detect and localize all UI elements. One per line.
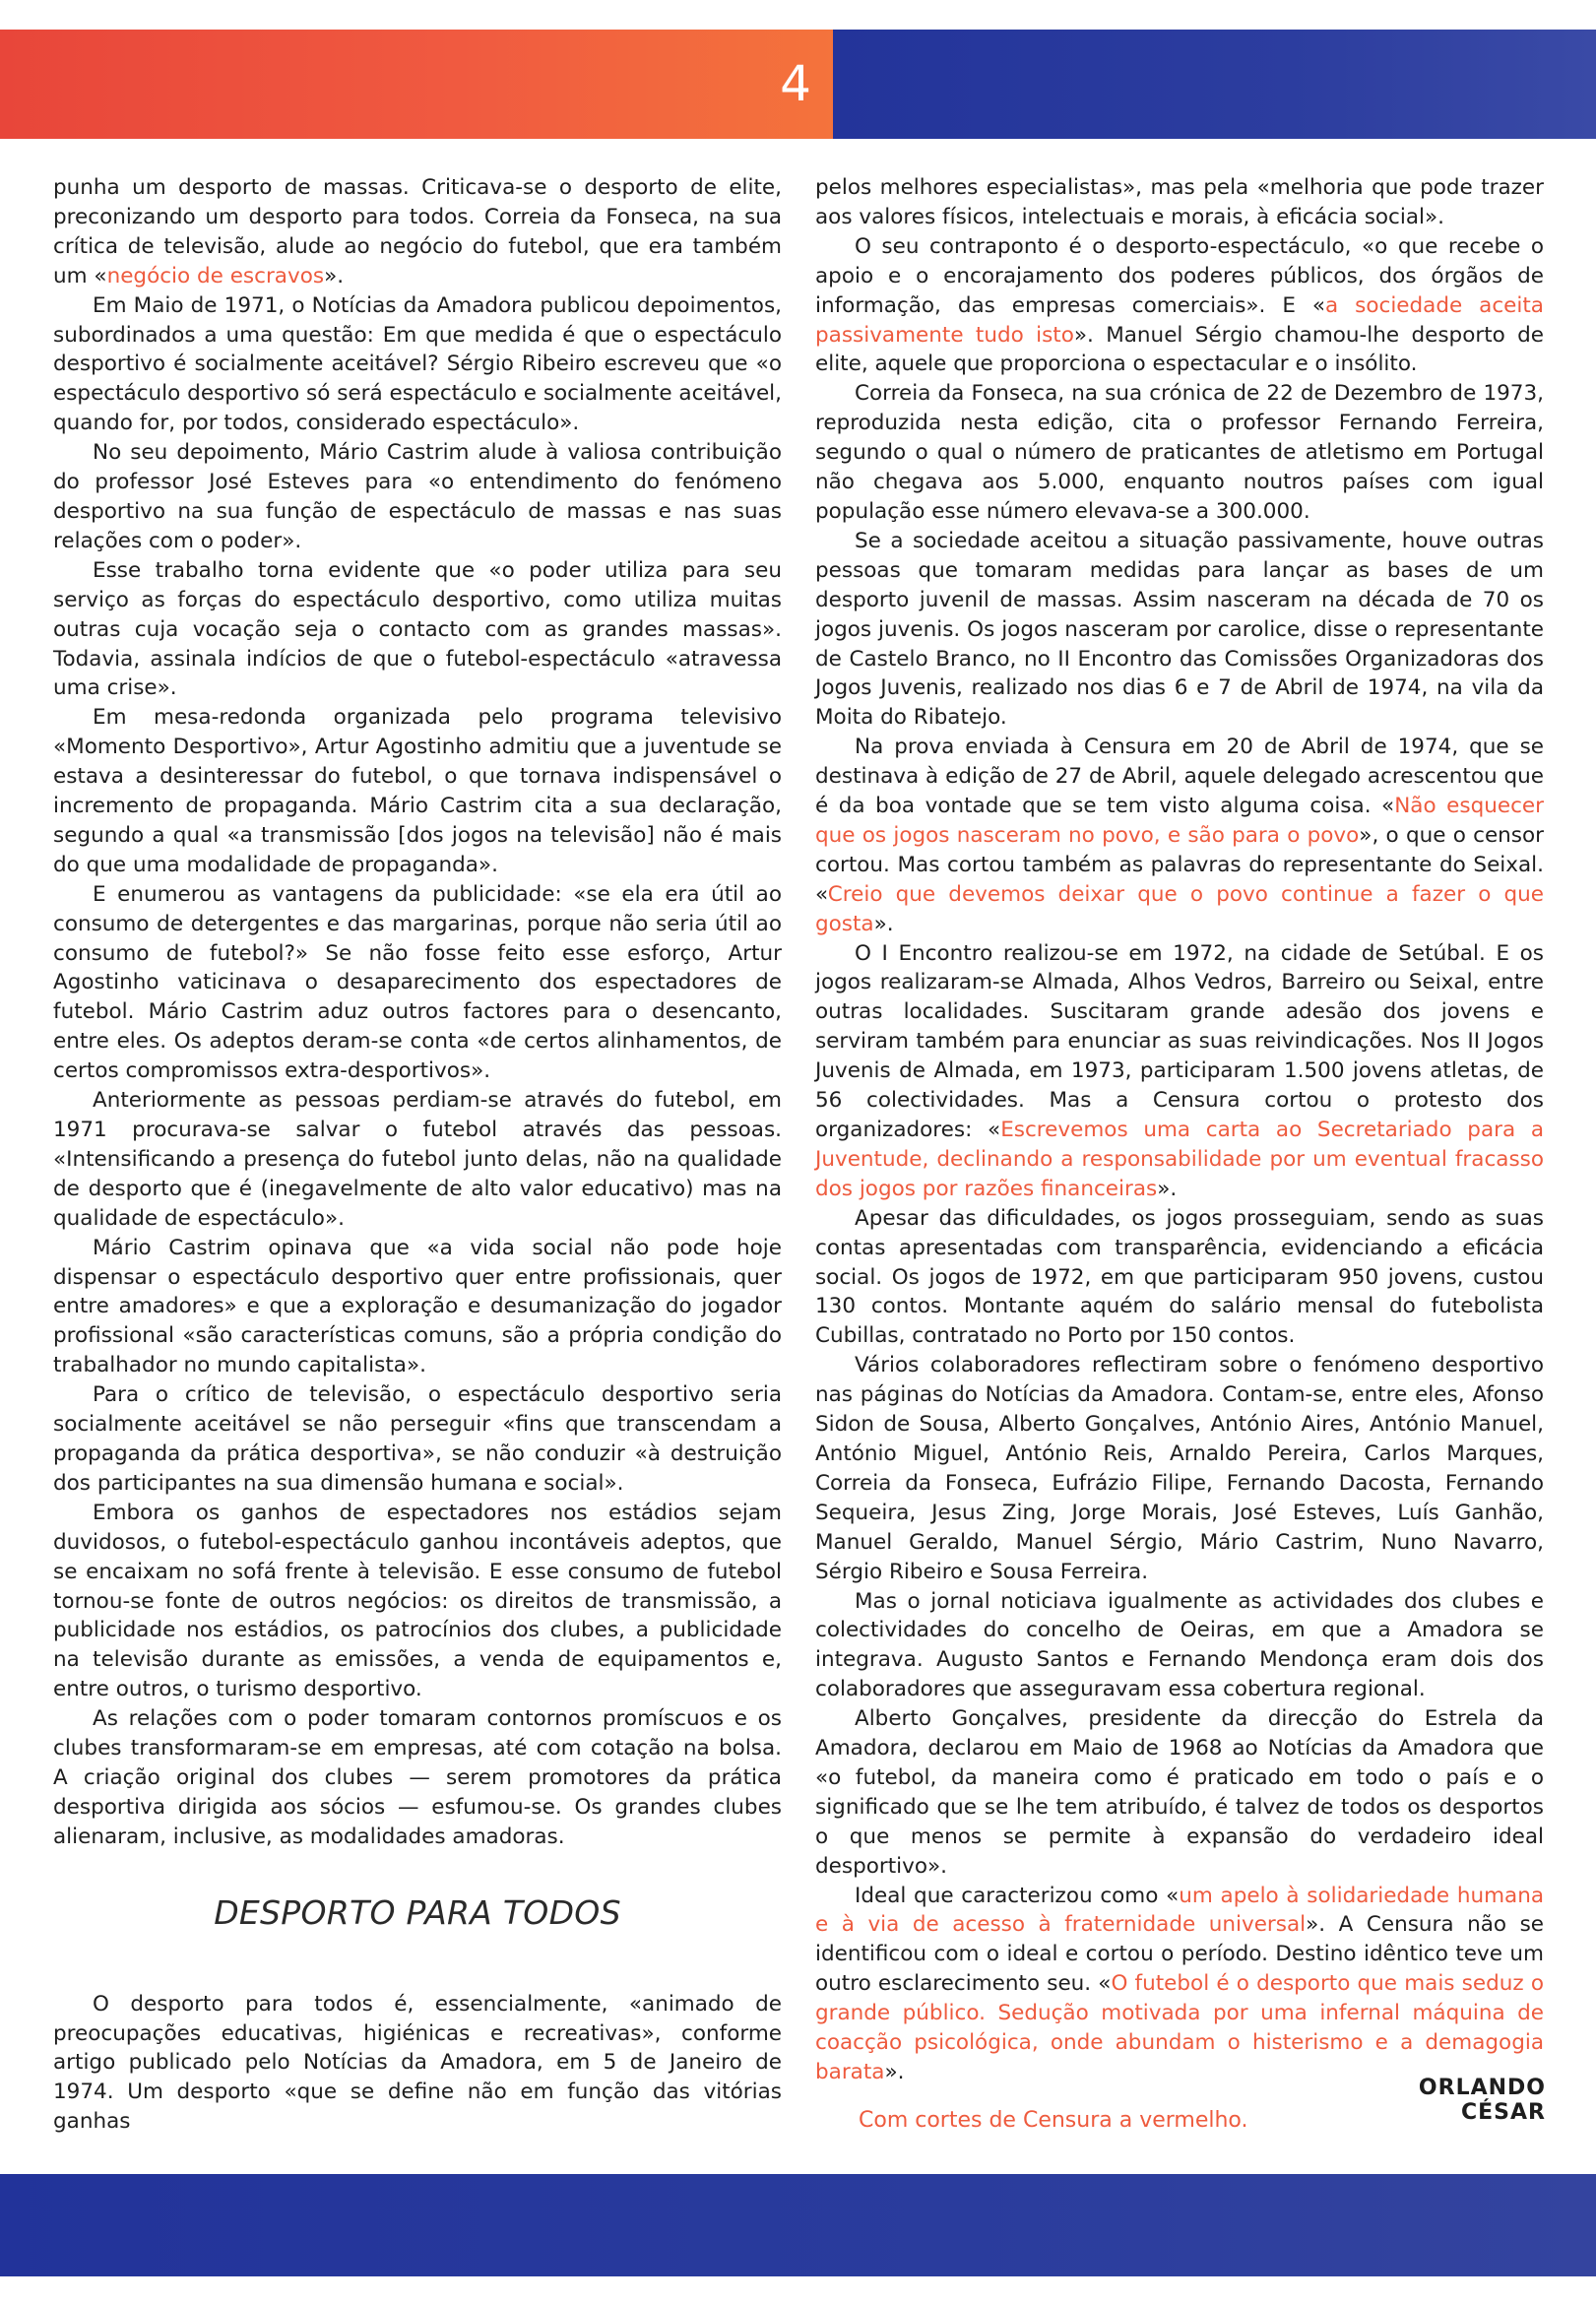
paragraph-text: Na prova enviada à Censura em 20 de Abril de 1974, que se destinava à edição de 27 de Abril, aquele delegado acrescentou que é da boa vontade que se tem visto alguma coisa. « [815, 735, 1544, 819]
paragraph [815, 733, 1544, 938]
paragraph [53, 1234, 782, 1381]
paragraph-text: Esse trabalho torna evidente que «o poder utiliza para seu serviço as forças do espectáculo desportivo, como utiliza muitas outras cuja vocação seja o contacto com as grandes massas». Todavia, assinala indícios de que o futebol-espectáculo «atravessa uma crise». [53, 557, 782, 701]
paragraph [53, 1380, 782, 1499]
paragraph-text: ». [873, 911, 894, 936]
censored-text: negócio de escravos [106, 263, 325, 288]
paragraph [815, 939, 1544, 1204]
paragraph [53, 703, 782, 879]
paragraph-text: Alberto Gonçalves, presidente da direcção do Estrela da Amadora, declarou em Maio de 1968 ao Notícias da Amadora que «o futebol, da maneira como é praticado em todo o país e o significado que se lhe tem atribuído, é talvez de todos os desportos o que menos se permite à expansão do verdadeiro ideal desportivo». [815, 1706, 1544, 1879]
paragraph-text: ». [1157, 1176, 1178, 1201]
censored-text: um apelo à solidariedade humana e à via de acesso à fraternidade universal [815, 1883, 1544, 1938]
section-heading: DESPORTO PARA TODOS [214, 1892, 621, 1932]
footer-bar [0, 2174, 1596, 2276]
paragraph-text: O desporto para todos é, essencialmente, «animado de preocupações educativas, higiénicas e recreativas», conforme artigo publicado pelo Notícias da Amadora, em 5 de Janeiro de 1974. Um desporto «que se define não em função das vitórias ganhas [53, 1991, 782, 2135]
paragraph-text: Anteriormente as pessoas perdiam-se através do futebol, em 1971 procurava-se salvar o futebol através das pessoas. «Intensificando a presença do futebol junto delas, não na qualidade de desporto que é (inegavelmente de alto valor educativo) mas na qualidade de espectáculo». [53, 1088, 782, 1231]
paragraph-text: pelos melhores especialistas», mas pela «melhoria que pode trazer aos valores físicos, intelectuais e morais, à eficácia social». [815, 175, 1544, 229]
paragraph-text: Embora os ganhos de espectadores nos estádios sejam duvidosos, o futebol-espectáculo ganhou incontáveis adeptos, que se encaixam no sofá frente à televisão. E esse consumo de futebol tornou-se fonte de outros negócios: os direitos de transmissão, a publicidade nos estádios, os patrocínios dos clubes, a publicidade na televisão durante as emissões, a venda de equipamentos e, entre outros, o turismo desportivo. [53, 1500, 782, 1702]
paragraph-text: Ideal que caracterizou como « [855, 1883, 1180, 1908]
paragraph [815, 1882, 1544, 2087]
paragraph-text: Apesar das dificuldades, os jogos prosseguiam, sendo as suas contas apresentadas com transparência, evidenciando a eficácia social. Os jogos de 1972, em que participaram 950 jovens, custou 130 contos. Montante aquém do salário mensal do futebolista Cubillas, contratado no Porto por 150 contos. [815, 1205, 1544, 1349]
page-number: 4 [780, 55, 811, 112]
paragraph [53, 1990, 782, 2138]
paragraph-text: ». A Censura não se identificou com o ideal e cortou o período. Destino idêntico teve um outro esclarecimento seu. « [815, 1912, 1544, 1997]
paragraph [815, 379, 1544, 527]
paragraph-text: Correia da Fonseca, na sua crónica de 22 de Dezembro de 1973, reproduzida nesta edição, cita o professor Fernando Ferreira, segundo o qual o número de praticantes de atletismo em Portugal não chegava aos 5.000, enquanto noutros países com igual população esse número elevava-se a 300.000. [815, 381, 1544, 524]
paragraph-text: ». Manuel Sérgio chamou-lhe desporto de elite, aquele que proporciona o espectacular e o insólito. [815, 322, 1544, 377]
paragraph [53, 291, 782, 439]
paragraph [815, 1204, 1544, 1352]
paragraph-text: E enumerou as vantagens da publicidade: «se ela era útil ao consumo de detergentes e das margarinas, porque não seria útil ao consumo de futebol?» Se não fosse feito esse esforço, Artur Agostinho vaticinava o desaparecimento dos espectadores de futebol. Mário Castrim aduz outros factores para o desencanto, entre eles. Os adeptos deram-se conta «de certos alinhamentos, de certos compromissos extra-desportivos». [53, 881, 782, 1084]
paragraph [815, 527, 1544, 733]
paragraph [53, 438, 782, 556]
paragraph [53, 1704, 782, 1852]
paragraph [53, 173, 782, 291]
censored-text: O futebol é o desporto que mais seduz o grande público. Sedução motivada por uma infernal máquina de coacção psicológica, onde abundam o histerismo e a demagogia barata [815, 1971, 1544, 2084]
author-signature: ORLANDO CÉSAR [1418, 2076, 1546, 2125]
header-bar-blue [833, 30, 1596, 139]
paragraph-text: », o que o censor cortou. Mas cortou também as palavras do representante do Seixal. « [815, 822, 1544, 907]
paragraph-text: Se a sociedade aceitou a situação passivamente, houve outras pessoas que tomaram medidas para lançar as bases de um desporto juvenil de massas. Assim nasceram na década de 70 os jogos juvenis. Os jogos nasceram por carolice, disse o representante de Castelo Branco, no II Encontro das Comissões Organizadoras dos Jogos Juvenis, realizado nos dias 6 e 7 de Abril de 1974, na vila da Moita do Ribatejo. [815, 528, 1544, 731]
paragraph-text: ». [324, 263, 345, 288]
paragraph [815, 173, 1544, 232]
paragraph-text: Para o crítico de televisão, o espectáculo desportivo seria socialmente aceitável se não perseguir «fins que transcendam a propaganda da prática desportiva», se não conduzir «à destruição dos participantes na sua dimensão humana e social». [53, 1382, 782, 1496]
paragraph-text: Vários colaboradores reflectiram sobre o fenómeno desportivo nas páginas do Notícias da Amadora. Contam-se, entre eles, Afonso Sidon de Sousa, Alberto Gonçalves, António Aires, António Manuel, António Miguel, António Reis, Arnaldo Pereira, Carlos Marques, Correia da Fonseca, Eufrázio Filipe, Fernando Dacosta, Fernando Sequeira, Jesus Zing, Jorge Morais, José Esteves, Luís Ganhão, Manuel Geraldo, Manuel Sérgio, Mário Castrim, Nuno Navarro, Sérgio Ribeiro e Sousa Ferreira. [815, 1353, 1544, 1584]
censorship-note: Com cortes de Censura a vermelho. [859, 2108, 1248, 2133]
paragraph [815, 1704, 1544, 1881]
paragraph-text: No seu depoimento, Mário Castrim alude à valiosa contribuição do professor José Esteves para «o entendimento do fenómeno desportivo na sua função de espectáculo de massas e nas suas relações com o poder». [53, 440, 782, 553]
paragraph [53, 880, 782, 1086]
paragraph-text: O seu contraponto é o desporto-espectáculo, «o que recebe o apoio e o encorajamento dos poderes públicos, dos órgãos de informação, das empresas comerciais». E « [815, 233, 1544, 318]
right-column [815, 173, 1544, 2087]
paragraph [815, 1351, 1544, 1586]
censored-text: a sociedade aceita passivamente tudo isto [815, 292, 1544, 348]
paragraph-text: Mas o jornal noticiava igualmente as actividades dos clubes e colectividades do concelho de Oeiras, em que a Amadora se integrava. Augusto Santos e Fernando Mendonça eram dois dos colaboradores que asseguravam essa cobertura regional. [815, 1588, 1544, 1702]
paragraph [815, 1587, 1544, 1705]
paragraph [53, 1499, 782, 1704]
paragraph [53, 1086, 782, 1234]
paragraph-text: Mário Castrim opinava que «a vida social não pode hoje dispensar o espectáculo desportivo quer entre profissionais, quer entre amadores» e que a exploração e desumanização do jogador profissional «são características comuns, são a própria condição do trabalhador no mundo capitalista». [53, 1235, 782, 1378]
censored-text: Não esquecer que os jogos nasceram no povo, e são para o povo [815, 794, 1544, 848]
paragraph-text: O I Encontro realizou-se em 1972, na cidade de Setúbal. E os jogos realizaram-se Almada, Alhos Vedros, Barreiro ou Seixal, entre outras localidades. Suscitaram grande adesão dos jovens e serviram também para enunciar as suas reivindicações. Nos II Jogos Juvenis de Almada, em 1973, participaram 1.500 jovens atletas, de 56 colectividades. Mas a Censura cortou o protesto dos organizadores: « [815, 940, 1544, 1142]
paragraph [815, 232, 1544, 380]
censored-text: Escrevemos uma carta ao Secretariado para a Juventude, declinando a responsabilidade por um eventual fracasso dos jogos por razões financeiras [815, 1118, 1544, 1201]
paragraph-text: Em Maio de 1971, o Notícias da Amadora publicou depoimentos, subordinados a uma questão: Em que medida é que o espectáculo desportivo é socialmente aceitável? Sérgio Ribeiro escreveu que «o espectáculo desportivo só será espectáculo e socialmente aceitável, quando for, por todos, considerado espectáculo». [53, 292, 782, 436]
header-bar-red [0, 30, 833, 139]
left-column [53, 173, 782, 2137]
paragraph-text: As relações com o poder tomaram contornos promíscuos e os clubes transformaram-se em empresas, até com cotação na bolsa. A criação original dos clubes — serem promotores da prática desportiva dirigida aos sócios — esfumou-se. Os grandes clubes alienaram, inclusive, as modalidades amadoras. [53, 1706, 782, 1849]
paragraph-text: ». [884, 2060, 905, 2084]
censored-text: Creio que devemos deixar que o povo continue a fazer o que gosta [815, 881, 1544, 936]
paragraph-text: punha um desporto de massas. Criticava-se o desporto de elite, preconizando um desporto para todos. Correia da Fonseca, na sua crítica de televisão, alude ao negócio do futebol, que era também um « [53, 175, 782, 288]
paragraph [53, 556, 782, 704]
paragraph-text: Em mesa-redonda organizada pelo programa televisivo «Momento Desportivo», Artur Agostinho admitiu que a juventude se estava a desinteressar do futebol, o que tornava indispensável o incremento de propaganda. Mário Castrim cita a sua declaração, segundo a qual «a transmissão [dos jogos na televisão] não é mais do que uma modalidade de propaganda». [53, 705, 782, 877]
